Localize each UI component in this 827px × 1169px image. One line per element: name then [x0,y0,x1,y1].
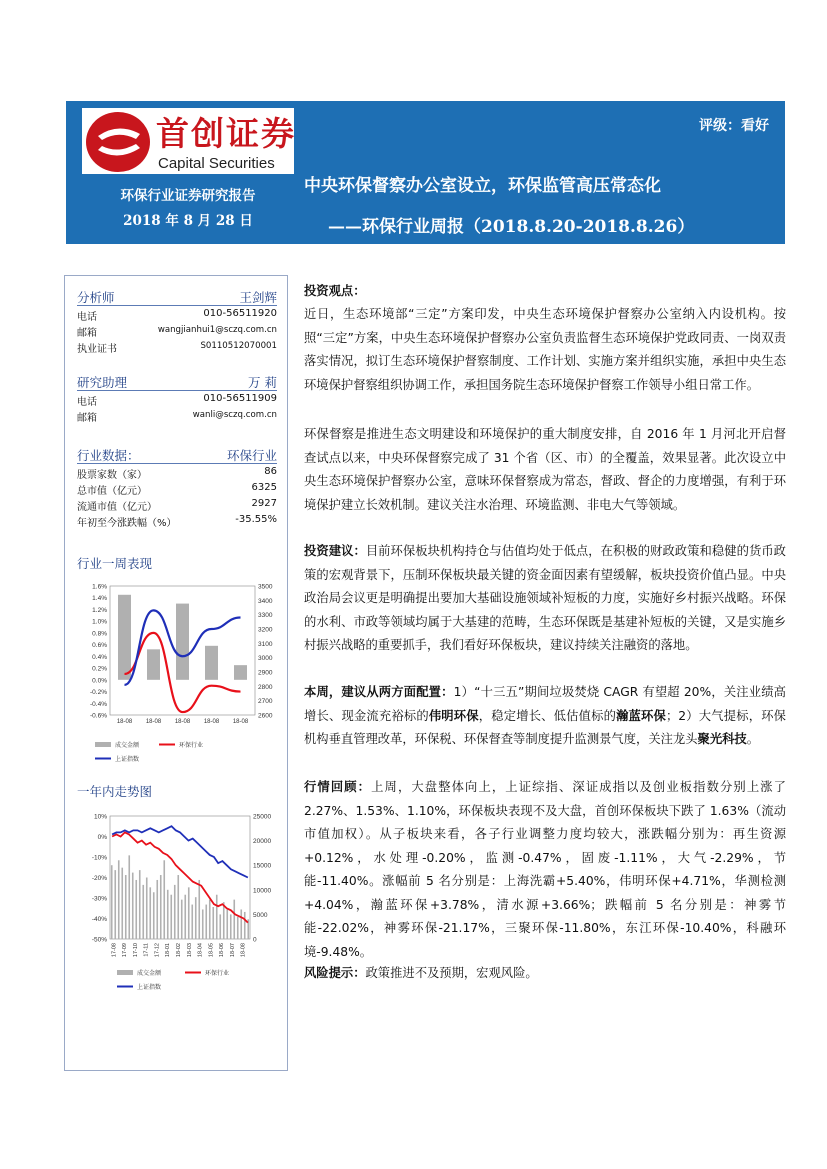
weekly-performance-chart [65,576,287,763]
bar-成交金额 [118,595,131,680]
row-label: 股票家数（家） [77,470,147,481]
x-tick: 18-05 [208,943,215,958]
bar-成交金额 [188,887,190,939]
y-right-tick: 2900 [258,669,273,677]
y-left-tick: 10% [93,813,107,821]
bar-成交金额 [111,865,113,939]
bar-成交金额 [230,914,232,939]
bar-成交金额 [142,885,144,939]
text: 上周，大盘整体向上，上证综指、深证成指以及创业板指数分别上涨了 2.27%、1.53%、1.10%，环保板块表现不及大盘，首创环保板块下跌了 1.63%（流动市值加权）。从子板块来看，各子行业调整力度均较大，涨跌幅分别为：再生资源+0.12%，水处理-0.20%，监测-0.47%，固废-1.11%，大气-2.29%，节能-11.40%。涨幅前 5 名分别是：上海洗霸+5.40%，伟明环保+4.71%，华测检测+4.04%，瀚蓝环保+3.78%，清水源+3.66%；跌幅前 5 名分别是：神雾节能-22.02%，神雾环保-21.17%，三聚环保-11.80%，东江环保-10.40%，科融环境-9.48%。 [304,780,786,959]
bar-成交金额 [181,900,183,939]
text: 1）“十三五”期间垃圾焚烧 CAGR 有望超 20%，关注业绩高增长、现金流充裕标的 [304,685,786,723]
y-right-tick: 2700 [258,698,273,706]
industry-row [77,498,277,512]
paragraph-risk [304,962,786,986]
y-right-tick: 3200 [258,626,273,634]
y-right-tick: 0 [253,936,257,944]
legend-swatch [117,970,133,975]
email-value: wanli@sczq.com.cn [192,410,277,420]
paragraph-allocation [304,681,786,777]
assistant-name: 万 莉 [248,375,277,390]
bar-成交金额 [139,870,141,939]
x-tick: 18-07 [229,943,236,958]
bar-成交金额 [170,895,172,939]
plot-area [110,816,250,939]
legend-label: 成交金额 [137,971,162,977]
assistant-heading-label: 研究助理 [77,375,128,390]
bar-成交金额 [118,860,120,939]
y-left-tick: 1.4% [92,595,107,603]
phone-value: 010-56511909 [203,393,277,404]
yearly-trend-chart [65,806,287,1006]
industry-row [77,514,277,528]
row-label: 年初至今涨跌幅（%） [77,518,177,529]
y-right-tick: 5000 [253,911,268,919]
bar-成交金额 [237,917,239,939]
analyst-cert [77,340,277,354]
y-right-tick: 10000 [253,887,272,895]
legend-label: 成交金额 [115,743,140,749]
bar-成交金额 [184,895,186,939]
y-right-tick: 3100 [258,640,273,648]
x-tick: 17-11 [143,943,150,957]
industry-heading-label: 行业数据： [77,448,140,463]
x-tick: 17-10 [132,943,139,958]
y-left-tick: 0.4% [92,653,107,661]
bar-成交金额 [212,907,214,939]
paragraph-investment-advice [304,540,786,658]
paragraph: 近日，生态环境部“三定”方案印发，中央生态环境保护督察办公室纳入内设机构。按照“三定”方案，中央生态环境保护督察办公室负责监督生态环境保护党政同责、一岗双责落实情况，拟订生态环境保护督察制度、工作计划、实施方案并组织实施，承担中央生态环境保护督察组织协调工作，承担国务院生态环境保护督察工作领导小组日常工作。 [304,307,786,392]
assistant-email [77,409,277,423]
y-right-tick: 15000 [253,862,272,870]
y-left-tick: 1.6% [92,583,107,591]
paragraph: 环保督察是推进生态文明建设和环境保护的重大制度安排，自 2016 年 1 月河北开启督查试点以来，中央环保督察完成了 31 个省（区、市）的全覆盖，效果显著。此次设立中央生态环境保护督察办公室，意味环保督察成为常态，督政、督企的力度增强，有利于环境保护建立长效机制。建议关注水治理、环境监测、非电大气等领域。 [304,427,786,512]
row-value: 2927 [251,498,277,509]
bar-成交金额 [149,887,151,939]
x-tick: 18-04 [197,943,204,958]
bar-成交金额 [205,905,207,939]
stock: 聚光科技 [697,732,747,746]
stock: 瀚蓝环保 [616,708,666,723]
assistant-heading [77,373,277,391]
bar-成交金额 [114,870,116,939]
weekly-chart-title: 行业一周表现 [77,556,153,571]
text: ，稳定增长、低估值标的 [478,708,617,723]
x-tick: 18-02 [176,943,182,958]
bar-成交金额 [240,909,242,939]
bar-成交金额 [234,665,247,680]
bar-成交金额 [223,902,225,939]
bar-成交金额 [244,912,246,939]
y-right-tick: 3000 [258,655,273,663]
row-label: 总市值（亿元） [77,486,147,497]
email-label: 邮箱 [77,328,97,339]
bar-成交金额 [160,875,162,939]
bar-成交金额 [195,897,197,939]
x-tick: 18-08 [232,719,249,725]
legend-label: 上证指数 [115,757,140,763]
bar-成交金额 [233,900,235,939]
y-right-tick: 20000 [253,838,272,846]
y-left-tick: 0.6% [92,642,107,650]
row-value: -35.55% [235,514,277,525]
stock: 伟明环保 [428,708,479,723]
y-left-tick: -20% [91,875,107,882]
bar-成交金额 [209,900,211,939]
legend-label: 环保行业 [179,743,204,749]
bar-成交金额 [167,890,169,939]
label: 行情回顾： [304,780,372,794]
y-left-tick: -10% [91,854,107,862]
bar-成交金额 [146,878,148,940]
bar-成交金额 [132,873,134,939]
bar-成交金额 [125,875,127,939]
logo [82,108,294,174]
text: 目前环保板块机构持仓与估值均处于低点，在积极的财政政策和稳健的货币政策的宏观背景下，压制环保板块最关键的资金面因素有望缓解，板块投资价值凸显。中央政治局会议更是明确提出要加大基础设施领域补短板的力度，实施好乡村振兴战略。环保的水利、市政等领域均属于大基建的范畴，生态环保既是基建补短板的关键，又是实施乡村振兴战略的重要抓手，我们看好环保板块，建议持续关注融资的落地。 [304,544,786,652]
industry-row [77,482,277,496]
paragraph-market-review [304,776,786,959]
y-left-tick: 1.0% [92,618,107,626]
legend-label: 环保行业 [205,971,230,977]
bar-成交金额 [174,885,176,939]
section-investment-view: 投资观点： [304,284,366,298]
y-left-tick: -50% [91,936,107,944]
bar-成交金额 [177,875,179,939]
label: 投资建议： [304,544,366,558]
x-tick: 17-09 [122,943,129,958]
bar-成交金额 [156,880,158,939]
y-right-tick: 2600 [258,712,273,720]
report-type: 环保行业证券研究报告 [120,188,256,204]
yearly-chart-title: 一年内走势图 [77,784,153,799]
x-tick: 17-08 [111,943,118,958]
row-value: 6325 [251,482,277,493]
bar-成交金额 [191,905,193,939]
analyst-email [77,324,277,338]
label: 本周，建议从两方面配置： [304,685,454,699]
x-tick: 18-06 [219,943,226,958]
legend-swatch [95,742,111,747]
bar-成交金额 [205,646,218,680]
row-label: 流通市值（亿元） [77,502,157,513]
bar-成交金额 [176,604,189,680]
analyst-heading-label: 分析师 [77,290,115,305]
phone-value: 010-56511920 [203,308,277,319]
x-tick: 18-08 [145,719,162,725]
text: 政策推进不及预期，宏观风险。 [365,966,538,980]
bar-成交金额 [219,914,221,939]
analyst-heading [77,288,277,306]
bar-成交金额 [198,880,200,939]
y-left-tick: -40% [91,916,107,923]
report-date: 2018 年 8 月 28 日 [123,213,253,229]
x-tick: 18-08 [116,719,133,725]
y-left-tick: -0.2% [90,689,107,697]
rating: 评级：看好 [699,118,769,134]
bar-成交金额 [135,880,137,939]
industry-name: 环保行业 [226,448,277,463]
analyst-name: 王剑辉 [239,290,277,305]
text: ；2）大气提标，环保机构垂直管理改革，环保税、环保督查等制度提升监测景气度，关注龙头 [304,708,786,746]
analyst-phone [77,308,277,322]
email-label: 邮箱 [77,413,97,424]
x-tick: 18-08 [203,719,220,725]
y-right-tick: 3500 [258,583,273,591]
bar-成交金额 [202,909,204,939]
x-tick: 18-08 [240,943,247,958]
y-left-tick: 0.0% [92,677,107,685]
y-left-tick: -0.6% [90,712,107,720]
y-right-tick: 3400 [258,597,273,605]
report-title: 中央环保督察办公室设立，环保监管高压常态化 [304,176,661,196]
x-tick: 18-01 [165,943,172,958]
y-right-tick: 25000 [253,813,272,821]
logo-cn: 首创证券 [156,114,296,153]
y-right-tick: 3300 [258,612,273,620]
logo-emblem [84,108,154,174]
x-tick: 18-03 [186,943,193,958]
row-value: 86 [264,466,277,477]
cert-value: S0110512070001 [200,341,277,351]
y-left-tick: 0.8% [92,630,107,638]
industry-heading [77,446,277,464]
y-right-tick: 2800 [258,683,273,691]
report-header [66,101,785,244]
bar-成交金额 [128,855,130,939]
y-left-tick: -30% [91,895,107,903]
y-left-tick: 0.2% [92,665,107,673]
text: 。 [746,732,760,746]
logo-en: Capital Securities [158,155,275,172]
bar-成交金额 [121,868,123,939]
label: 风险提示： [304,966,366,980]
email-value: wangjianhui1@sczq.com.cn [157,325,277,335]
sidebar [64,275,288,1071]
bar-成交金额 [147,649,160,679]
cert-label: 执业证书 [77,344,117,355]
assistant-phone [77,393,277,407]
y-left-tick: 1.2% [92,606,107,614]
x-tick: 18-08 [174,719,191,725]
report-subtitle: ——环保行业周报（2018.8.20-2018.8.26） [328,217,695,237]
bar-成交金额 [163,860,165,939]
legend-label: 上证指数 [137,985,162,991]
y-left-tick: -0.4% [90,700,107,708]
x-tick: 17-12 [154,943,161,958]
phone-label: 电话 [77,397,97,408]
industry-row [77,466,277,480]
bar-成交金额 [153,892,155,939]
bar-成交金额 [226,909,228,939]
phone-label: 电话 [77,312,97,323]
bar-成交金额 [216,895,218,939]
y-left-tick: 0% [97,834,107,841]
